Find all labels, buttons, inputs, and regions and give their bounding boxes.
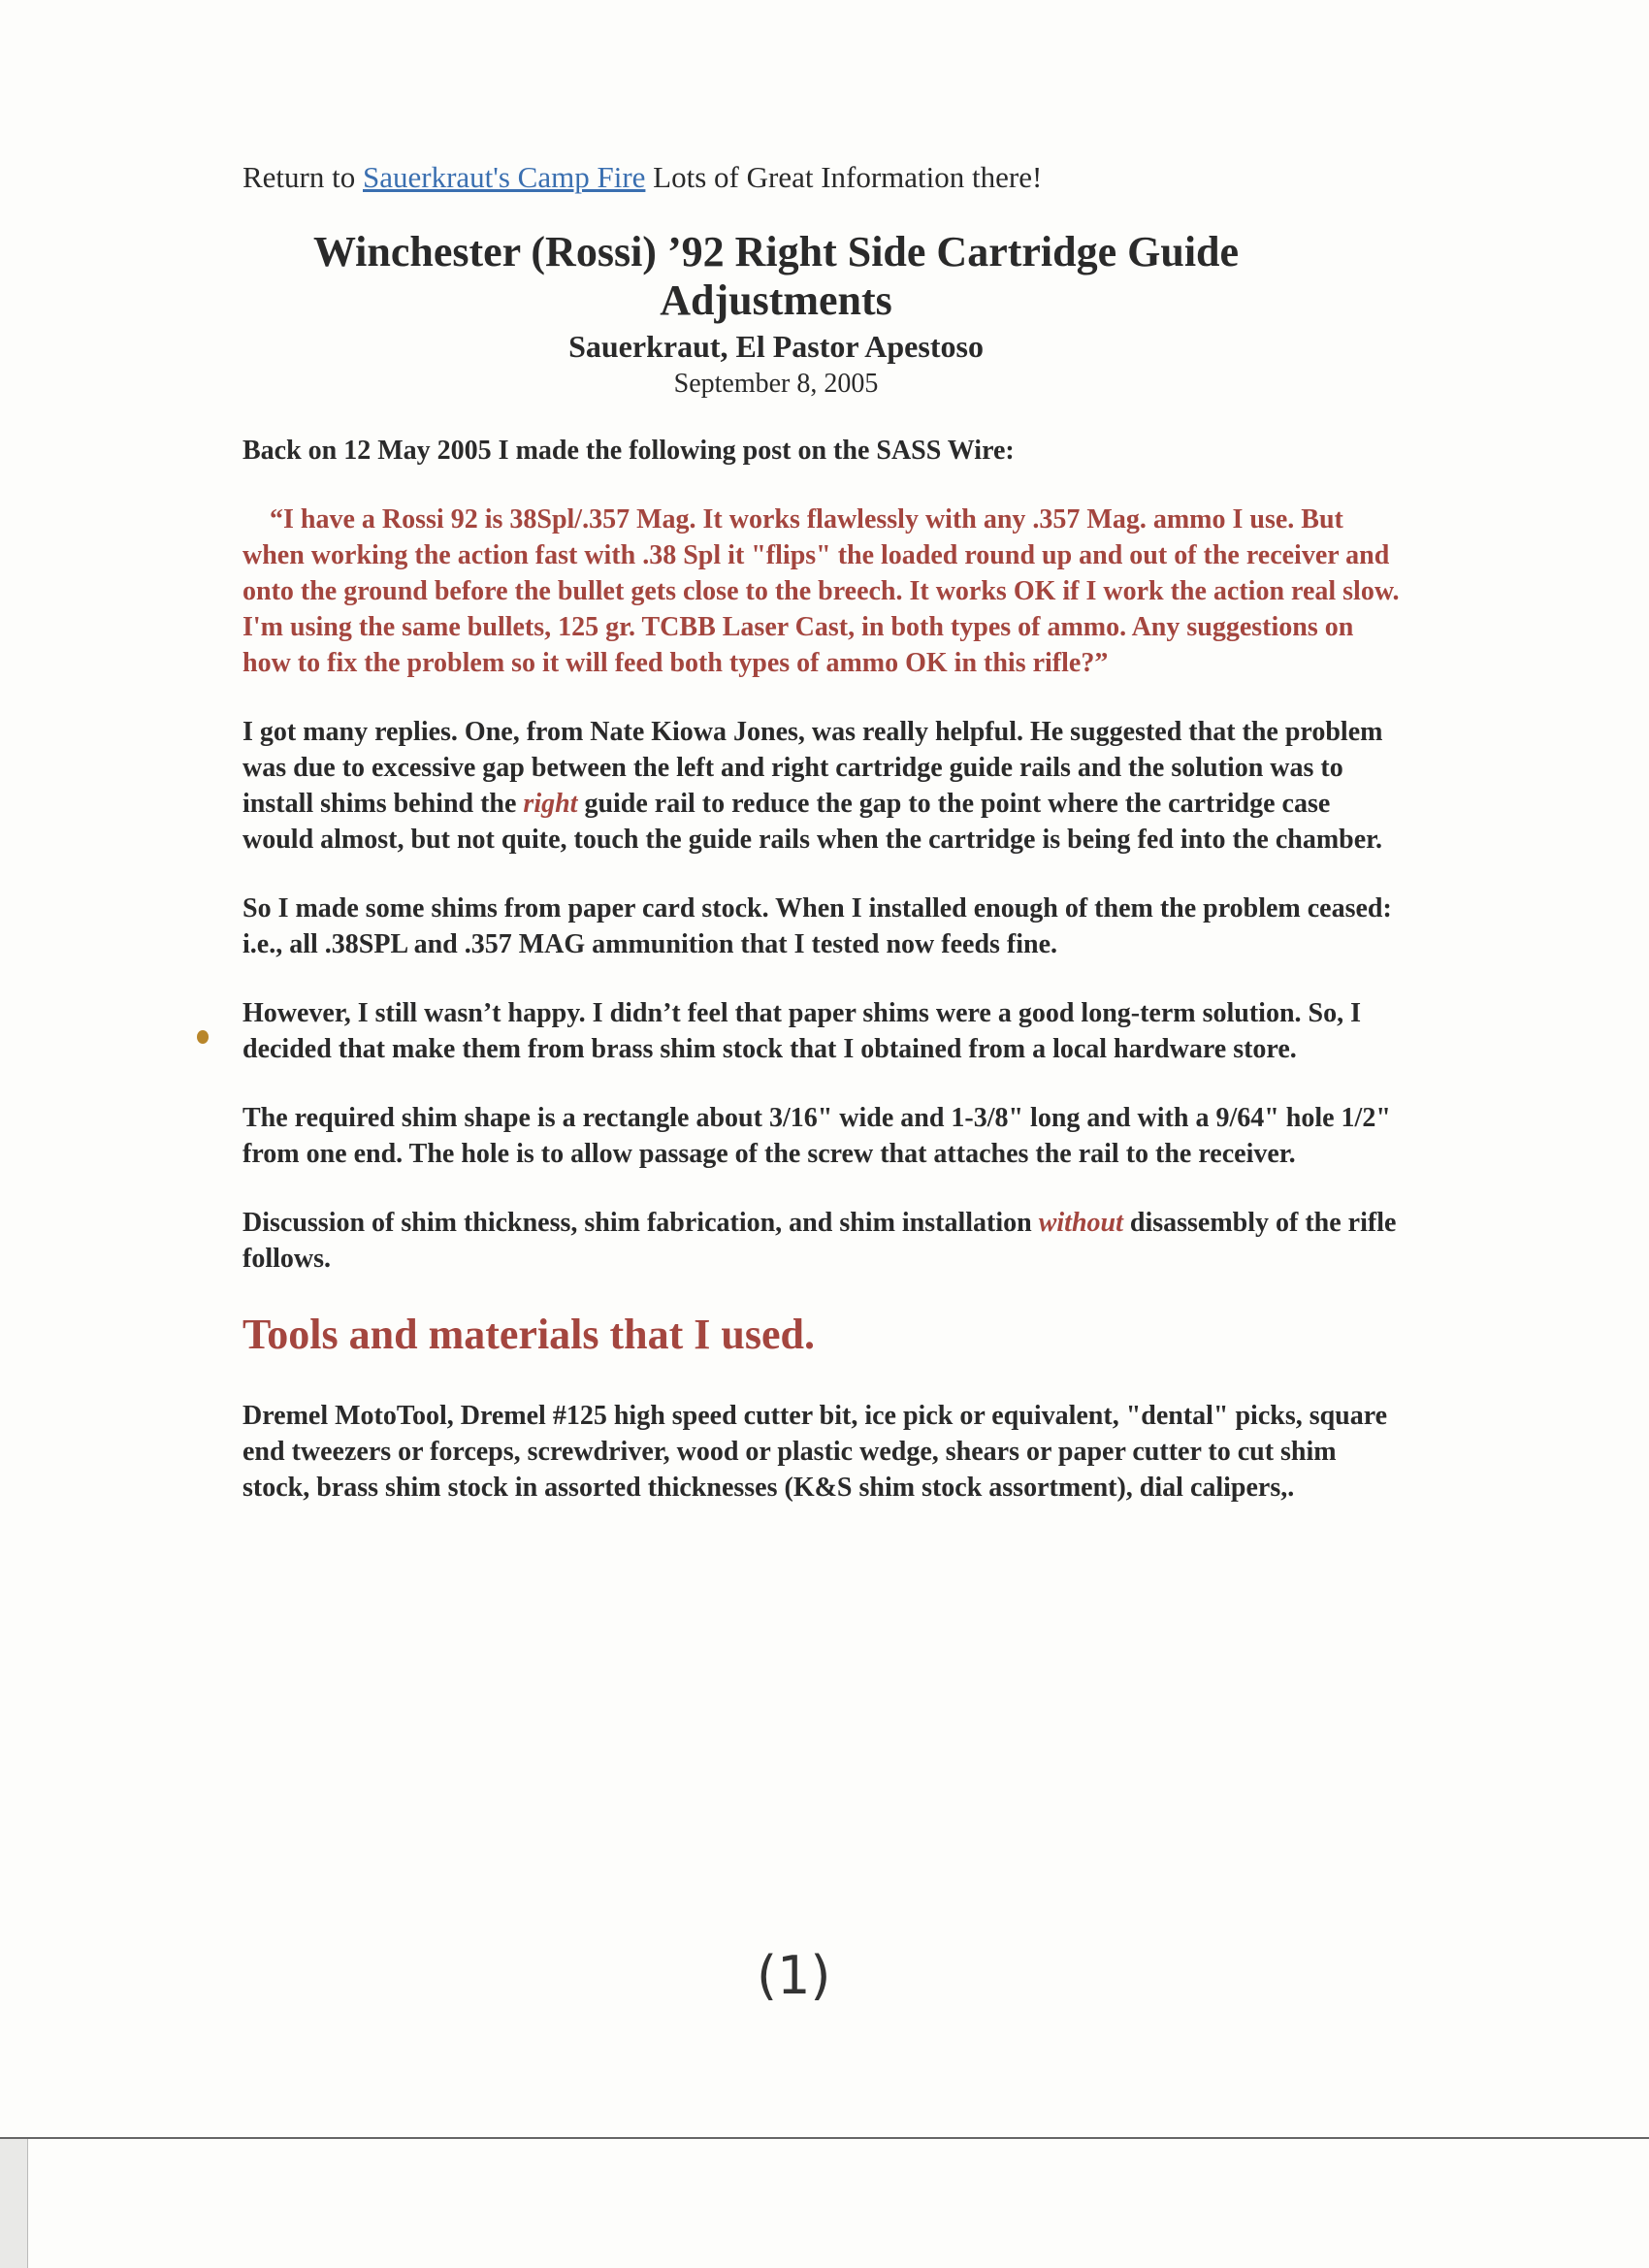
- replies-paragraph: [242, 714, 1406, 858]
- page-title: [242, 228, 1310, 325]
- document-body: [242, 160, 1406, 1539]
- discussion-emphasis: without: [1038, 1208, 1123, 1238]
- title-line-1: Winchester (Rossi) ’92 Right Side Cartridge Guide: [312, 228, 1240, 275]
- discussion-text-b: disassembly of the rifle follows.: [242, 1208, 1397, 1274]
- camp-fire-link[interactable]: Sauerkraut's Camp Fire: [363, 160, 646, 194]
- intro-paragraph: Back on 12 May 2005 I made the following post on the SASS Wire:: [242, 436, 1015, 466]
- paper-shims-paragraph: So I made some shims from paper card stock. When I installed enough of them the problem ceased: i.e., all .38SPL and .357 MAG ammunition that I tested now feeds fine.: [242, 893, 1392, 959]
- scan-edge-strip: [0, 2139, 28, 2268]
- replies-text-b: guide rail to reduce the gap to the point where the cartridge case would almost, but not quite, touch the guide rails when the cartridge is being fed into the chamber.: [242, 789, 1383, 855]
- date: September 8, 2005: [673, 369, 879, 399]
- return-line: [242, 160, 1406, 195]
- discussion-paragraph: [242, 1205, 1406, 1277]
- brass-paragraph: However, I still wasn’t happy. I didn’t feel that paper shims were a good long-term solution. So, I decided that make them from brass shim stock that I obtained from a local hardware store.: [242, 998, 1362, 1064]
- scan-edge-line: [0, 2137, 1649, 2139]
- author: Sauerkraut, El Pastor Apestoso: [568, 329, 984, 364]
- title-line-2: Adjustments: [660, 276, 892, 324]
- tools-heading: Tools and materials that I used.: [242, 1311, 816, 1358]
- discussion-text-a: Discussion of shim thickness, shim fabrication, and shim installation: [242, 1208, 1032, 1238]
- scan-speck: [197, 1030, 209, 1044]
- tools-paragraph: Dremel MotoTool, Dremel #125 high speed cutter bit, ice pick or equivalent, "dental" picks, square end tweezers or forceps, screwdriver, wood or plastic wedge, shears or paper cutter to cut shim stock, brass shim stock in assorted thicknesses (K&S shim stock assortment), dial calipers,.: [242, 1401, 1388, 1503]
- return-prefix: Return to: [242, 160, 356, 194]
- handwritten-page-number: (1): [757, 1945, 831, 2006]
- replies-emphasis: right: [523, 789, 578, 819]
- replies-text-a: I got many replies. One, from Nate Kiowa Jones, was really helpful. He suggested that the problem was due to excessive gap between the left and right cartridge guide rails and the solution was to install shims behind the: [242, 717, 1383, 819]
- return-suffix: Lots of Great Information there!: [653, 160, 1043, 194]
- shape-paragraph: The required shim shape is a rectangle about 3/16" wide and 1-3/8" long and with a 9/64" hole 1/2" from one end. The hole is to allow passage of the screw that attaches the rail to the receiver.: [242, 1103, 1391, 1169]
- quoted-post: “I have a Rossi 92 is 38Spl/.357 Mag. It works flawlessly with any .357 Mag. ammo I use. But when working the action fast with .38 Spl it "flips" the loaded round up and out of the receiver and onto the ground before the bullet gets close to the breech. It works OK if I work the action real slow. I'm using the same bullets, 125 gr. TCBB Laser Cast, in both types of ammo. Any suggestions on how to fix the problem so it will feed both types of ammo OK in this rifle?”: [242, 504, 1400, 678]
